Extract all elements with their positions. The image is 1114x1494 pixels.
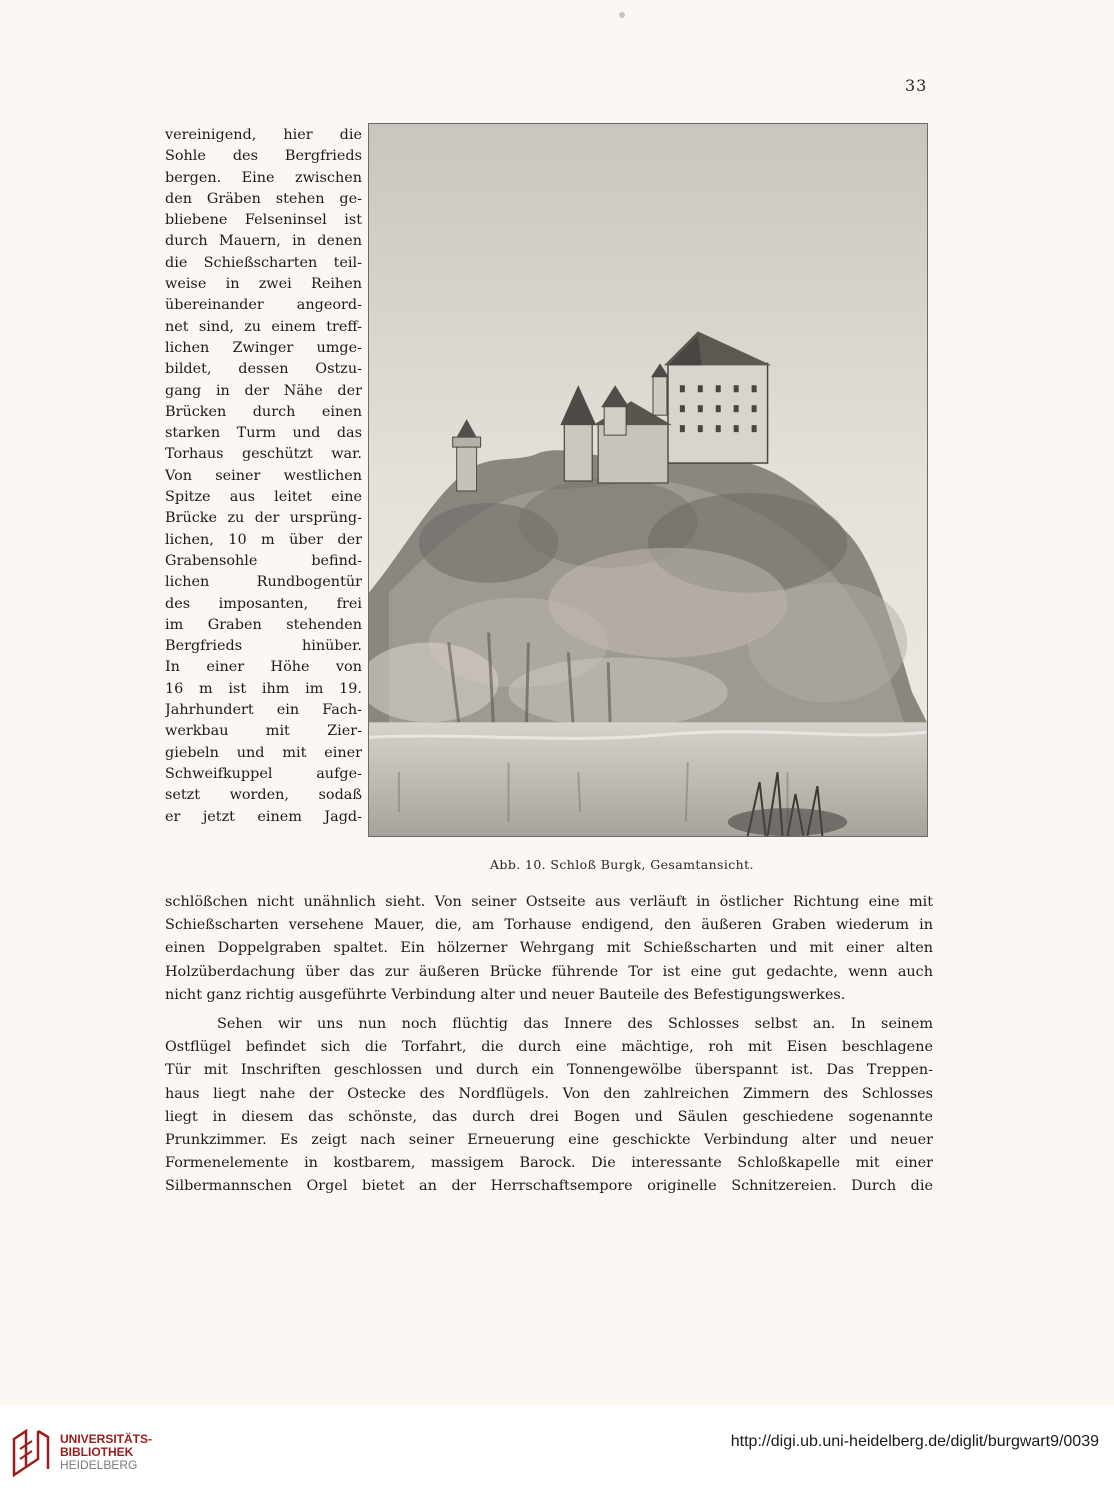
figure-caption: Abb. 10. Schloß Burgk, Gesamtansicht. — [490, 857, 754, 872]
text-line: einen Doppelgraben spaltet. Ein hölzerner Wehrgang mit Schießscharten und mit einer alten — [165, 940, 933, 957]
text-line: liegt in diesem das schönste, das durch drei Bogen und Säulen geschiedene sogenannte — [165, 1108, 933, 1125]
text-line: Tür mit Inschriften geschlossen und durch ein Tonnengewölbe überspannt ist. Das Treppen- — [165, 1062, 933, 1079]
text-line: In einer Höhe von — [165, 659, 362, 676]
text-line: Jahrhundert ein Fach- — [165, 702, 362, 719]
text-line: Silbermannschen Orgel bietet an der Herrschaftsempore originelle Schnitzereien. Durch die — [165, 1178, 933, 1195]
text-line: Von seiner westlichen — [165, 467, 362, 484]
text-line: vereinigend, hier die — [165, 127, 362, 143]
text-line: die Schießscharten teil- — [165, 254, 362, 271]
library-name — [60, 1433, 152, 1472]
text-line: net sind, zu einem treff- — [165, 318, 362, 335]
text-line: nicht ganz richtig ausgeführte Verbindung alter und neuer Bauteile des Befestigungswerkes. — [165, 986, 846, 1003]
text-line: starken Turm und das — [165, 425, 362, 442]
text-line: setzt worden, sodaß — [165, 787, 362, 804]
text-line: giebeln und mit einer — [165, 744, 362, 761]
text-line: durch Mauern, in denen — [165, 233, 362, 250]
text-line: werkbau mit Zier- — [165, 723, 362, 740]
text-column — [165, 125, 362, 828]
digitization-footer — [0, 1405, 1114, 1494]
body-text — [165, 891, 933, 1199]
text-line: Torhaus geschützt war. — [165, 446, 362, 463]
text-line: schlößchen nicht unähnlich sieht. Von seiner Ostseite aus verläuft in östlicher Richtung eine mit — [165, 894, 933, 910]
text-line: Formenelemente in kostbarem, massigem Barock. Die interessante Schloßkapelle mit einer — [165, 1155, 933, 1172]
text-line: Bergfrieds hinüber. — [165, 638, 362, 655]
text-line: Brücken durch einen — [165, 403, 362, 420]
text-line: bildet, dessen Ostzu- — [165, 361, 362, 378]
text-line: Holzüberdachung über das zur äußeren Brücke führende Tor ist eine gut gedachte, wenn auch — [165, 963, 933, 980]
text-line: den Gräben stehen ge- — [165, 190, 362, 207]
text-line: Schießscharten versehene Mauer, die, am Torhause endigend, den äußeren Graben wiederum in — [165, 917, 933, 934]
text-line: weise in zwei Reihen — [165, 276, 362, 293]
text-line: im Graben stehenden — [165, 616, 362, 633]
text-line: Sohle des Bergfrieds — [165, 148, 362, 165]
text-line: gang in der Nähe der — [165, 382, 362, 399]
library-logo-icon — [12, 1429, 50, 1477]
text-line: haus liegt nahe der Ostecke des Nordflügels. Von den zahlreichen Zimmern des Schlosses — [165, 1085, 933, 1102]
page-speck — [619, 12, 625, 18]
text-line: des imposanten, frei — [165, 595, 362, 612]
text-line: lichen, 10 m über der — [165, 531, 362, 548]
text-line: bliebene Felseninsel ist — [165, 212, 362, 229]
source-url-link[interactable]: http://digi.ub.uni-heidelberg.de/diglit/burgwart9/0039 — [730, 1433, 1099, 1450]
text-line: er jetzt einem Jagd- — [165, 808, 362, 825]
castle-illustration — [368, 123, 928, 837]
text-line: Schweifkuppel aufge- — [165, 765, 362, 782]
library-name-line: BIBLIOTHEK — [60, 1445, 134, 1459]
library-name-line: HEIDELBERG — [60, 1458, 138, 1472]
text-line: Prunkzimmer. Es zeigt nach seiner Erneuerung eine geschickte Verbindung alter und neuer — [165, 1132, 933, 1149]
text-line: Ostflügel befindet sich die Torfahrt, die durch eine mächtige, roh mit Eisen beschlagene — [165, 1039, 933, 1056]
text-line: übereinander angeord- — [165, 297, 362, 314]
text-line: lichen Zwinger umge- — [165, 339, 362, 356]
text-line: Spitze aus leitet eine — [165, 489, 362, 506]
text-line: lichen Rundbogentür — [165, 574, 362, 591]
text-line: 16 m ist ihm im 19. — [165, 680, 362, 697]
text-line: Grabensohle befind- — [165, 552, 362, 569]
text-line: bergen. Eine zwischen — [165, 169, 362, 186]
library-name-line: UNIVERSITÄTS- — [60, 1432, 153, 1446]
text-line: Sehen wir uns nun noch flüchtig das Innere des Schlosses selbst an. In seinem — [217, 1016, 933, 1033]
page-number: 33 — [905, 76, 928, 95]
text-line: Brücke zu der ursprüng- — [165, 510, 362, 527]
castle-drawing — [369, 124, 927, 836]
